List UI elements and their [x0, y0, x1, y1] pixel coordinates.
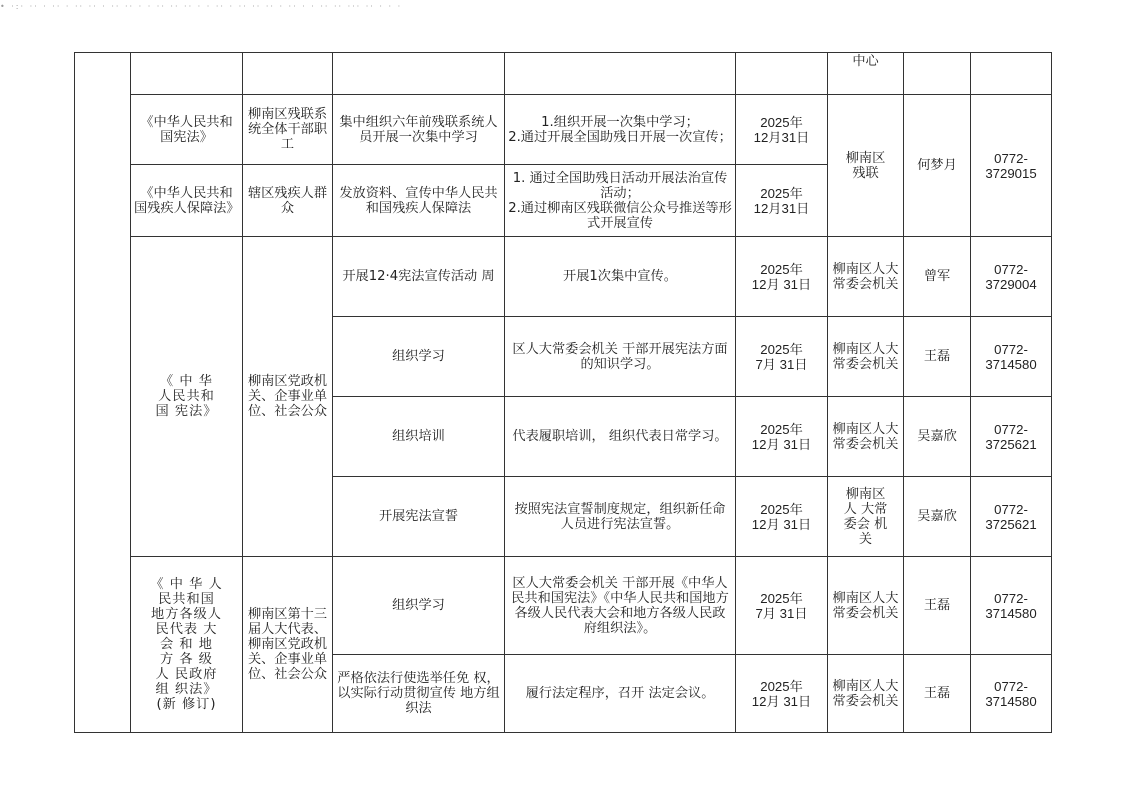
phone-cell: 0772- 3714580 [971, 655, 1052, 733]
target-cell [243, 53, 333, 95]
dept-cell: 柳南区人大常委会机关 [828, 317, 904, 397]
content-cell: 按照宪法宣誓制度规定，组织新任命人员进行宪法宣誓。 [505, 477, 736, 557]
dept-cell: 柳南区人大常委会机关 [828, 557, 904, 655]
scan-artifact-strip: • ·:· ·· · ·· · ·· ·· · ·· ·· · · ·· ·· ·· · · ·· · ·· ·· ·· · ·· · · ·· ·· ··· ·· · · · [0, 2, 403, 11]
table-row [75, 53, 1052, 95]
activity-cell: 组织学习 [333, 317, 505, 397]
law-cell: 《中华人民共和国残疾人保障法》 [131, 165, 243, 237]
seq-cell [75, 53, 131, 733]
deadline-cell [736, 53, 828, 95]
phone-cell: 0772- 3729004 [971, 237, 1052, 317]
dept-cell: 柳南区人大常委会机关 [828, 655, 904, 733]
target-cell: 辖区残疾人群众 [243, 165, 333, 237]
law-cell: 《 中 华 人 民共和国 地方各级人 民代表 大 会 和 地 方 各 级 人 民政府 组 织法》 (新 修订) [131, 557, 243, 733]
phone-cell: 0772- 3714580 [971, 317, 1052, 397]
content-cell: 代表履职培训， 组织代表日常学习。 [505, 397, 736, 477]
dept-cell: 柳南区 人 大常 委会 机 关 [828, 477, 904, 557]
deadline-cell: 2025年 12月31日 [736, 165, 828, 237]
activity-cell: 发放资料、宣传中华人民共和国残疾人保障法 [333, 165, 505, 237]
target-cell: 柳南区党政机关、企事业单位、社会公众 [243, 237, 333, 557]
deadline-cell: 2025年 12月31日 [736, 95, 828, 165]
activity-cell: 组织学习 [333, 557, 505, 655]
table-row [75, 557, 1052, 655]
deadline-cell: 2025年 12月 31日 [736, 655, 828, 733]
deadline-cell: 2025年 12月 31日 [736, 237, 828, 317]
activity-cell: 组织培训 [333, 397, 505, 477]
phone-cell: 0772- 3714580 [971, 557, 1052, 655]
phone-cell: 0772- 3725621 [971, 397, 1052, 477]
person-cell: 何梦月 [904, 95, 971, 237]
activity-cell [333, 53, 505, 95]
person-cell: 王磊 [904, 655, 971, 733]
phone-cell: 0772- 3725621 [971, 477, 1052, 557]
activity-cell: 开展宪法宣誓 [333, 477, 505, 557]
content-cell: 1. 通过全国助残日活动开展法治宣传活动； 2.通过柳南区残联微信公众号推送等形式开展宣传 [505, 165, 736, 237]
dept-cell: 柳南区 残联 [828, 95, 904, 237]
dept-cell: 中心 [828, 53, 904, 95]
table-row [75, 237, 1052, 317]
person-cell [904, 53, 971, 95]
activity-cell: 开展12·4宪法宣传活动 周 [333, 237, 505, 317]
person-cell: 王磊 [904, 317, 971, 397]
deadline-cell: 2025年 7月 31日 [736, 317, 828, 397]
content-cell: 1.组织开展一次集中学习； 2.通过开展全国助残日开展一次宣传； [505, 95, 736, 165]
content-cell: 开展1次集中宣传。 [505, 237, 736, 317]
target-cell: 柳南区残联系统全体干部职工 [243, 95, 333, 165]
publicity-plan-table [74, 52, 1052, 733]
activity-cell: 严格依法行使选举任免 权，以实际行动贯彻宣传 地方组织法 [333, 655, 505, 733]
person-cell: 吴嘉欣 [904, 397, 971, 477]
phone-cell [971, 53, 1052, 95]
deadline-cell: 2025年 12月 31日 [736, 477, 828, 557]
target-cell: 柳南区第十三届人大代表、柳南区党政机关、企事业单位、社会公众 [243, 557, 333, 733]
dept-cell: 柳南区人大常委会机关 [828, 397, 904, 477]
person-cell: 王磊 [904, 557, 971, 655]
phone-cell: 0772- 3729015 [971, 95, 1052, 237]
law-cell [131, 53, 243, 95]
person-cell: 曾军 [904, 237, 971, 317]
law-cell: 《中华人民共和国宪法》 [131, 95, 243, 165]
deadline-cell: 2025年 7月 31日 [736, 557, 828, 655]
content-cell: 区人大常委会机关 干部开展《中华人民共和国宪法》《中华人民共和国地方各级人民代表大会和地方各级人民政府组织法》。 [505, 557, 736, 655]
person-cell: 吴嘉欣 [904, 477, 971, 557]
table-row [75, 95, 1052, 165]
content-cell: 履行法定程序，召开 法定会议。 [505, 655, 736, 733]
law-cell: 《 中 华 人民共和 国 宪法》 [131, 237, 243, 557]
activity-cell: 集中组织六年前残联系统人员开展一次集中学习 [333, 95, 505, 165]
content-cell [505, 53, 736, 95]
content-cell: 区人大常委会机关 干部开展宪法方面 的知识学习。 [505, 317, 736, 397]
dept-cell: 柳南区人大常委会机关 [828, 237, 904, 317]
deadline-cell: 2025年 12月 31日 [736, 397, 828, 477]
